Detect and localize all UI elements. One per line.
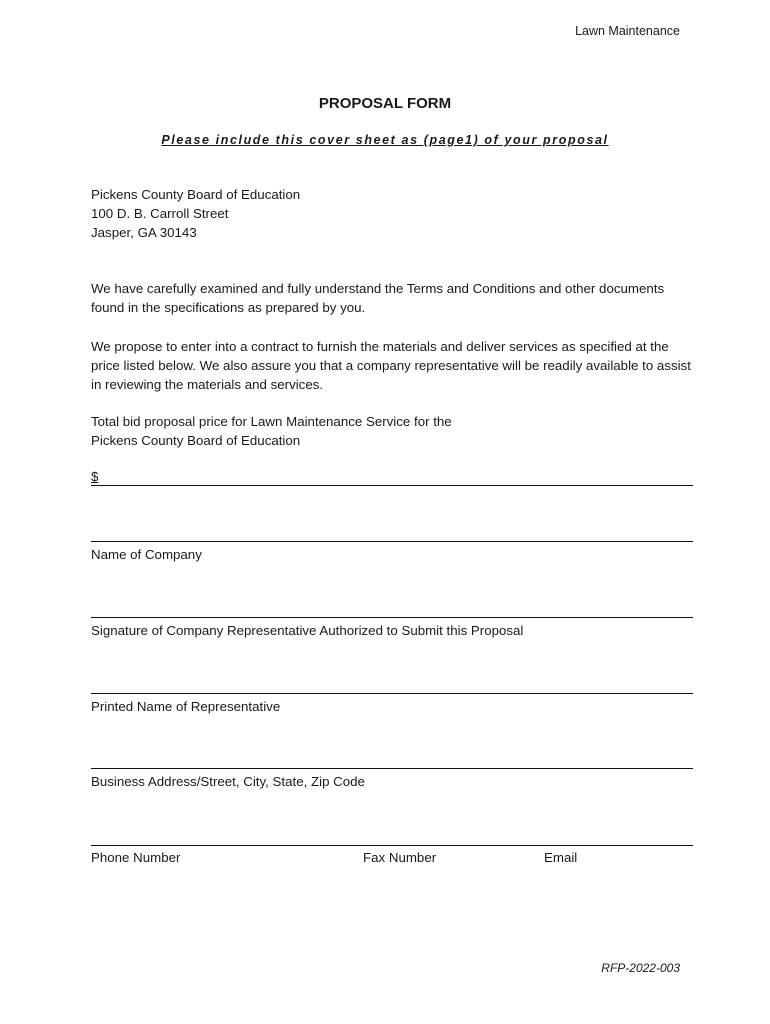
bid-price-line-1: Total bid proposal price for Lawn Maintenance Service for the xyxy=(91,414,452,429)
address-line-3: Jasper, GA 30143 xyxy=(91,225,197,240)
address-line-1: Pickens County Board of Education xyxy=(91,187,301,202)
company-name-label: Name of Company xyxy=(91,547,202,562)
page-subtitle: Please include this cover sheet as (page1) of your proposal xyxy=(161,133,609,147)
address-line-2: 100 D. B. Carroll Street xyxy=(91,206,229,221)
bid-price-line-2: Pickens County Board of Education xyxy=(91,433,301,448)
contact-field-line[interactable] xyxy=(91,845,693,846)
contract-paragraph: We propose to enter into a contract to furnish the materials and deliver services as specified at the price listed below. We also assure you that a company representative will be readily available to assist in reviewing the materials and services. xyxy=(91,339,691,392)
fax-label: Fax Number xyxy=(363,850,437,865)
printed-name-field-line[interactable] xyxy=(91,693,693,694)
company-name-field-line[interactable] xyxy=(91,541,693,542)
terms-paragraph: We have carefully examined and fully understand the Terms and Conditions and other documents found in the specifications as prepared by you. xyxy=(91,281,665,315)
email-label: Email xyxy=(544,850,578,865)
phone-label: Phone Number xyxy=(91,850,181,865)
printed-name-label: Printed Name of Representative xyxy=(91,699,281,714)
signature-label: Signature of Company Representative Authorized to Submit this Proposal xyxy=(91,623,524,638)
price-dollar-sign: $ xyxy=(91,469,99,484)
price-field-line[interactable] xyxy=(91,485,693,486)
page-title: PROPOSAL FORM xyxy=(318,95,452,112)
recipient-address xyxy=(91,185,691,242)
business-address-field-line[interactable] xyxy=(91,768,693,769)
signature-field-line[interactable] xyxy=(91,617,693,618)
business-address-label: Business Address/Street, City, State, Zip Code xyxy=(91,774,365,789)
bid-price-paragraph xyxy=(91,412,691,450)
header-document-label: Lawn Maintenance xyxy=(575,24,680,38)
rfp-number: RFP-2022-003 xyxy=(601,961,680,975)
